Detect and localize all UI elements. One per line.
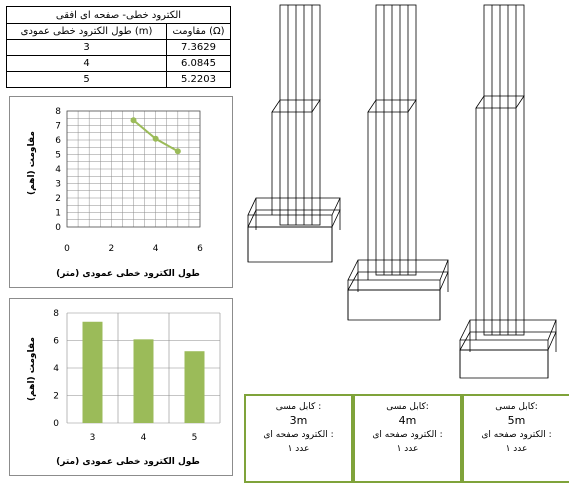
y-tick-label: 7 bbox=[55, 121, 61, 132]
cable-length: 3m bbox=[289, 414, 308, 427]
y-tick-label: 2 bbox=[53, 391, 59, 402]
spec-card-4m bbox=[353, 394, 462, 483]
bar-x-axis-label: طول الکترود خطی عمودی (متر) bbox=[56, 457, 200, 467]
cable-label: کابل مسی: bbox=[495, 402, 538, 412]
table-row bbox=[7, 40, 231, 56]
x-tick-label: 6 bbox=[197, 244, 203, 254]
cell-length: 3 bbox=[7, 40, 167, 56]
cable-length: 5m bbox=[507, 414, 526, 427]
bar bbox=[185, 351, 205, 423]
table-row bbox=[7, 72, 231, 88]
plate-label: الکترود صفحه ای : bbox=[372, 430, 443, 440]
header-length: طول الکترود خطی عمودی (m) bbox=[7, 24, 167, 40]
y-tick-label: 6 bbox=[55, 136, 61, 146]
line-chart-svg bbox=[10, 97, 232, 287]
y-tick-label: 8 bbox=[55, 107, 61, 117]
table-row bbox=[7, 56, 231, 72]
header-resistance: مقاومت (Ω) bbox=[167, 24, 231, 40]
x-tick-label: 3 bbox=[89, 433, 96, 443]
data-point bbox=[153, 136, 159, 142]
table-title: الکترود خطی- صفحه ای افقی bbox=[7, 7, 231, 24]
y-tick-label: 1 bbox=[55, 208, 61, 219]
resistance-table bbox=[6, 6, 231, 88]
plate-count: ۱ عدد bbox=[396, 444, 419, 454]
y-tick-label: 6 bbox=[53, 336, 59, 347]
y-tick-label: 2 bbox=[55, 194, 61, 204]
plate-label: الکترود صفحه ای : bbox=[263, 430, 334, 440]
y-tick-label: 4 bbox=[53, 364, 59, 374]
line-y-axis-label: مقاومت (اهم) bbox=[27, 131, 37, 195]
cell-length: 5 bbox=[7, 72, 167, 88]
cell-resistance: 7.3629 bbox=[167, 40, 231, 56]
cell-resistance: 6.0845 bbox=[167, 56, 231, 72]
electrode-model-5m bbox=[460, 5, 556, 378]
x-tick-label: 2 bbox=[108, 244, 115, 254]
plate-count: ۱ عدد bbox=[505, 444, 528, 454]
x-tick-label: 0 bbox=[64, 244, 70, 254]
line-x-axis-label: طول الکترود خطی عمودی (متر) bbox=[56, 269, 200, 279]
y-tick-label: 0 bbox=[55, 223, 61, 233]
spec-card-3m bbox=[244, 394, 353, 483]
y-tick-label: 0 bbox=[53, 419, 59, 429]
plate-count: ۱ عدد bbox=[287, 444, 310, 454]
x-tick-label: 5 bbox=[191, 433, 198, 443]
y-tick-label: 8 bbox=[53, 309, 59, 319]
cable-length: 4m bbox=[398, 414, 417, 427]
x-tick-label: 4 bbox=[140, 433, 147, 443]
y-tick-label: 5 bbox=[55, 150, 61, 161]
bar bbox=[83, 322, 103, 423]
line-chart bbox=[9, 96, 233, 288]
cell-length: 4 bbox=[7, 56, 167, 72]
data-point bbox=[175, 148, 181, 154]
bar-chart bbox=[9, 298, 233, 476]
y-tick-label: 4 bbox=[55, 165, 61, 175]
y-tick-label: 3 bbox=[55, 179, 61, 190]
spec-card-5m bbox=[462, 394, 569, 483]
electrode-wireframe-drawings bbox=[240, 0, 569, 400]
x-tick-label: 4 bbox=[152, 244, 159, 254]
electrode-model-4m bbox=[348, 5, 448, 320]
bar-chart-svg bbox=[10, 299, 232, 475]
cable-label: کابل مسی : bbox=[275, 402, 322, 412]
cable-label: کابل مسی: bbox=[386, 402, 429, 412]
bar bbox=[134, 339, 154, 423]
data-point bbox=[131, 117, 137, 123]
plate-label: الکترود صفحه ای : bbox=[481, 430, 552, 440]
electrode-model-3m bbox=[248, 5, 340, 262]
bar-y-axis-label: مقاومت (اهم) bbox=[27, 337, 37, 401]
cell-resistance: 5.2203 bbox=[167, 72, 231, 88]
